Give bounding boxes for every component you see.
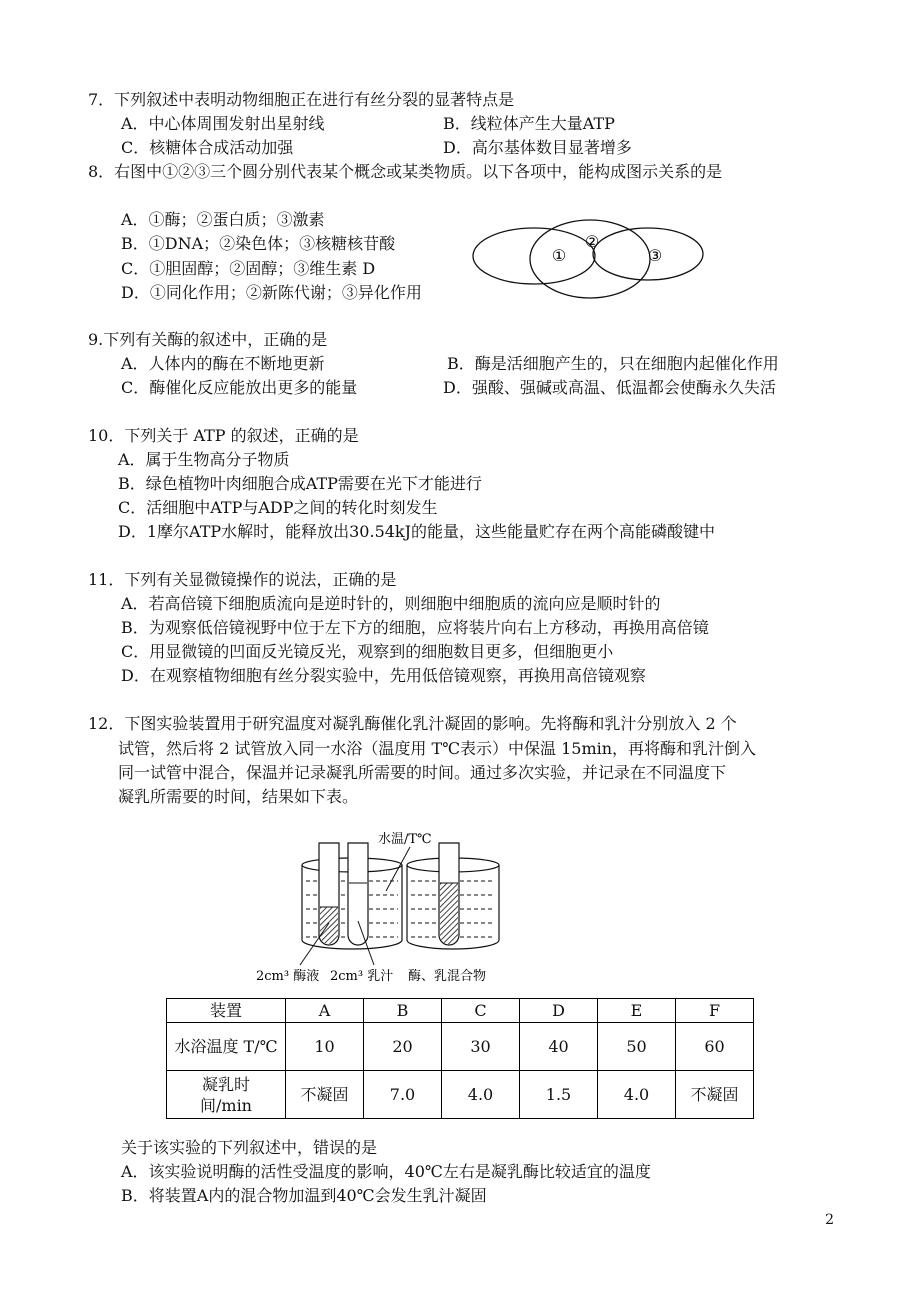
- table-cell: F: [676, 999, 754, 1023]
- q7-option-b: B．线粒体产生大量ATP: [443, 114, 615, 133]
- q8-stem: 8．右图中①②③三个圆分别代表某个概念或某类物质。以下各项中，能构成图示关系的是: [88, 162, 723, 181]
- page-number: 2: [825, 1212, 834, 1228]
- q8-option-a: A．①酶；②蛋白质；③激素: [121, 210, 325, 229]
- table-cell: 1.5: [520, 1071, 598, 1119]
- table-cell: A: [286, 999, 364, 1023]
- q9-option-a: A．人体内的酶在不断地更新: [121, 354, 325, 373]
- table-cell: 凝乳时间/min: [167, 1071, 286, 1119]
- circle-1-label: ①: [551, 246, 567, 265]
- table-row: [167, 999, 754, 1023]
- table-cell: 水浴温度 T/℃: [167, 1023, 286, 1071]
- circle-1: [473, 228, 595, 284]
- q7-option-d: D．高尔基体数目显著增多: [443, 138, 632, 157]
- table-cell: 7.0: [364, 1071, 442, 1119]
- table-cell: 10: [286, 1023, 364, 1071]
- mixture-test-tube: [439, 843, 459, 945]
- q8-option-d: D．①同化作用；②新陈代谢；③异化作用: [121, 283, 422, 302]
- circle-3-label: ③: [647, 246, 663, 265]
- q9-stem: 9.下列有关酶的叙述中，正确的是: [88, 330, 328, 349]
- table-cell: D: [520, 999, 598, 1023]
- circle-2-label: ②: [584, 232, 600, 251]
- experiment-apparatus: [250, 825, 510, 985]
- water-temp-label: 水温/T℃: [378, 832, 432, 847]
- q11-option-c: C．用显微镜的凹面反光镜反光，观察到的细胞数目更多，但细胞更小: [121, 642, 614, 661]
- q12-stem-line-1: 12．下图实验装置用于研究温度对凝乳酶催化乳汁凝固的影响。先将酶和乳汁分别放入 2 个: [88, 714, 737, 733]
- q10-option-b: B．绿色植物叶肉细胞合成ATP需要在光下才能进行: [118, 474, 482, 493]
- table-cell: E: [598, 999, 676, 1023]
- table-row: [167, 1023, 754, 1071]
- q12-stem-line-2: 试管，然后将 2 试管放入同一水浴（温度用 T℃表示）中保温 15min，再将酶和乳汁倒入: [118, 739, 757, 758]
- results-table: [166, 998, 754, 1119]
- table-cell: 不凝固: [286, 1071, 364, 1119]
- q12-stem-line-4: 凝乳所需要的时间，结果如下表。: [118, 787, 359, 806]
- q11-option-a: A．若高倍镜下细胞质流向是逆时针的，则细胞中细胞质的流向应是顺时针的: [121, 594, 661, 613]
- table-cell: 装置: [167, 999, 286, 1023]
- q10-option-d: D．1摩尔ATP水解时，能释放出30.54kJ的能量，这些能量贮存在两个高能磷酸键中: [118, 522, 716, 541]
- q7-stem: 7．下列叙述中表明动物细胞正在进行有丝分裂的显著特点是: [88, 90, 515, 109]
- q9-option-c: C．酶催化反应能放出更多的能量: [121, 378, 358, 397]
- table-cell: 60: [676, 1023, 754, 1071]
- q10-stem: 10．下列关于 ATP 的叙述，正确的是: [88, 426, 359, 445]
- q10-option-c: C．活细胞中ATP与ADP之间的转化时刻发生: [118, 498, 438, 517]
- table-cell: B: [364, 999, 442, 1023]
- table-cell: 30: [442, 1023, 520, 1071]
- q12-option-b: B．将装置A内的混合物加温到40℃会发生乳汁凝固: [121, 1186, 487, 1205]
- q10-option-a: A．属于生物高分子物质: [118, 450, 290, 469]
- table-row: [167, 1071, 754, 1119]
- q8-option-c: C．①胆固醇；②固醇；③维生素 D: [121, 259, 376, 278]
- table-cell: 20: [364, 1023, 442, 1071]
- milk-label: 2cm³ 乳汁: [330, 969, 394, 984]
- milk-test-tube: [348, 843, 368, 945]
- q12-question: 关于该实验的下列叙述中，错误的是: [121, 1138, 378, 1157]
- q11-stem: 11．下列有关显微镜操作的说法，正确的是: [88, 570, 397, 589]
- table-cell: 50: [598, 1023, 676, 1071]
- q11-option-b: B．为观察低倍镜视野中位于左下方的细胞，应将装片向右上方移动，再换用高倍镜: [121, 618, 709, 637]
- q7-option-a: A．中心体周围发射出星射线: [121, 114, 325, 133]
- q11-option-d: D．在观察植物细胞有丝分裂实验中，先用低倍镜观察，再换用高倍镜观察: [121, 666, 646, 685]
- q9-option-d: D．强酸、强碱或高温、低温都会使酶永久失活: [443, 378, 776, 397]
- q12-stem-line-3: 同一试管中混合，保温并记录凝乳所需要的时间。通过多次实验，并记录在不同温度下: [118, 763, 727, 782]
- q12-option-a: A．该实验说明酶的活性受温度的影响，40℃左右是凝乳酶比较适宜的温度: [121, 1162, 651, 1181]
- q8-option-b: B．①DNA；②染色体；③核糖核苷酸: [121, 234, 396, 253]
- venn-diagram: [470, 215, 710, 305]
- table-cell: 4.0: [598, 1071, 676, 1119]
- enzyme-test-tube: [319, 843, 339, 945]
- enzyme-label: 2cm³ 酶液: [256, 969, 320, 984]
- table-cell: 4.0: [442, 1071, 520, 1119]
- table-cell: 40: [520, 1023, 598, 1071]
- table-cell: C: [442, 999, 520, 1023]
- table-cell: 不凝固: [676, 1071, 754, 1119]
- mixture-label: 酶、乳混合物: [408, 969, 487, 984]
- q7-option-c: C．核糖体合成活动加强: [121, 138, 294, 157]
- q9-option-b: B．酶是活细胞产生的，只在细胞内起催化作用: [447, 354, 779, 373]
